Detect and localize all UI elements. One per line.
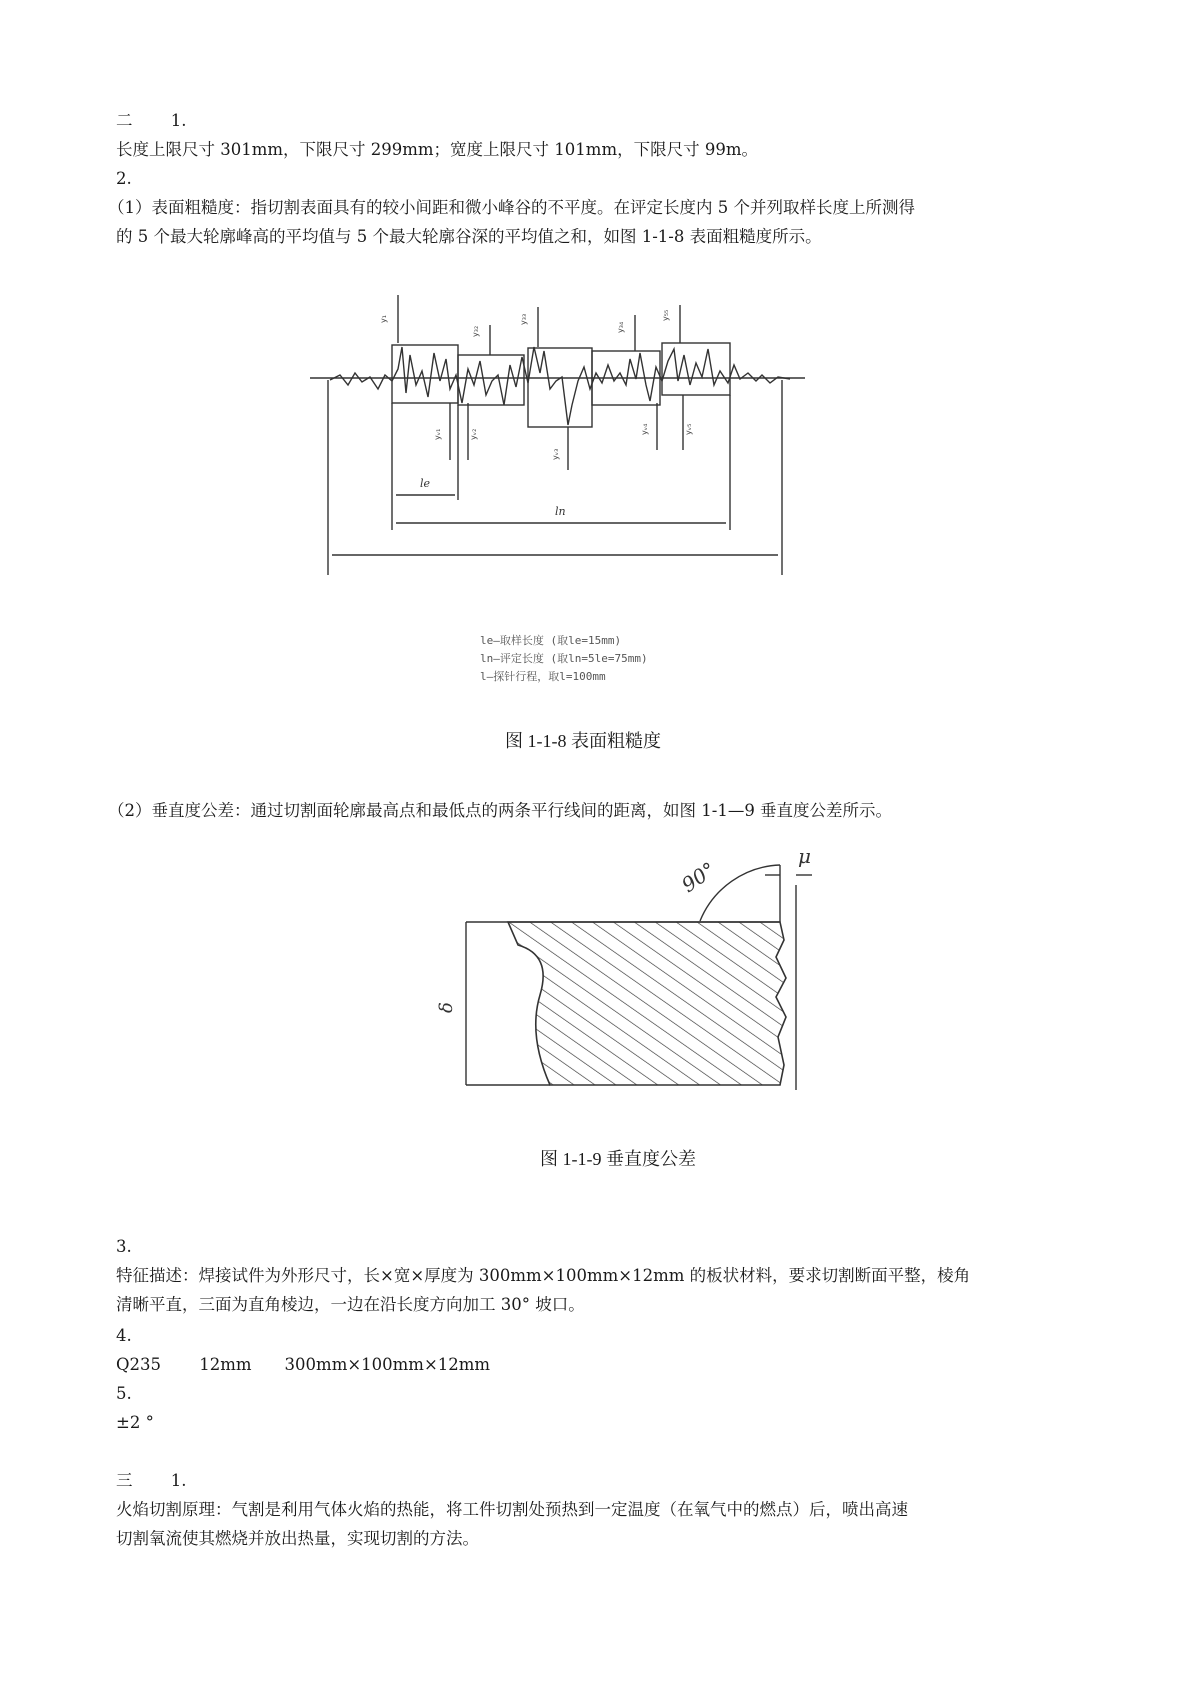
item-4-number: 4. — [116, 1326, 132, 1345]
roughness-profile — [330, 347, 790, 425]
roughness-legend — [480, 632, 648, 686]
angle-tolerance: ±2 ° — [116, 1413, 154, 1432]
ln-label: ln — [555, 505, 566, 518]
y-peak-4: y₃₄ — [616, 321, 625, 333]
y-peak-1: y₁ — [379, 315, 388, 323]
feature-description-line-2: 清晰平直，三面为直角棱边，一边在沿长度方向加工 30° 坡口。 — [116, 1295, 585, 1314]
right-angle-label: 90° — [677, 857, 720, 898]
mu-label: μ — [798, 844, 811, 868]
y-peak-3: y₃₃ — [519, 313, 528, 325]
y-valley-3: yᵥ₃ — [551, 448, 560, 460]
legend-item-3: l—探针行程，取l=100mm — [480, 670, 606, 683]
y-valley-5: yᵥ₅ — [684, 423, 693, 435]
y-valley-1: yᵥ₁ — [433, 428, 442, 440]
roughness-definition-line-2: 的 5 个最大轮廓峰高的平均值与 5 个最大轮廓谷深的平均值之和，如图 1-1-8 表面粗糙度所示。 — [116, 227, 822, 246]
delta-label: δ — [436, 1002, 457, 1013]
y-peak-2: y₃₂ — [471, 325, 480, 337]
surface-roughness-figure — [300, 285, 820, 595]
item-3-number: 3. — [116, 1237, 132, 1256]
y-peak-5: y₅₅ — [661, 309, 670, 321]
perpendicularity-definition: （2）垂直度公差：通过切割面轮廓最高点和最低点的两条平行线间的距离，如图 1-1—9 垂直度公差所示。 — [108, 801, 893, 820]
flame-cutting-principle-line-2: 切割氧流使其燃烧并放出热量，实现切割的方法。 — [116, 1529, 479, 1548]
section-2-heading: 二 1. — [116, 111, 187, 130]
perpendicularity-figure — [436, 844, 840, 1125]
le-label: le — [420, 477, 431, 490]
figure-1-1-9-caption: 图 1-1-9 垂直度公差 — [540, 1149, 696, 1169]
feature-description-line-1: 特征描述：焊接试件为外形尺寸，长×宽×厚度为 300mm×100mm×12mm 的板状材料，要求切割断面平整，棱角 — [116, 1266, 971, 1285]
y-valley-4: yᵥ₄ — [640, 423, 649, 435]
y-valley-2: yᵥ₂ — [469, 428, 478, 440]
roughness-definition-line-1: （1）表面粗糙度：指切割表面具有的较小间距和微小峰谷的不平度。在评定长度内 5 个并列取样长度上所测得 — [108, 198, 915, 217]
dimension-limits-text: 长度上限尺寸 301mm，下限尺寸 299mm；宽度上限尺寸 101mm，下限尺寸 99m。 — [116, 140, 758, 159]
item-2-number: 2. — [116, 169, 132, 188]
material-spec: Q235 12mm 300mm×100mm×12mm — [116, 1355, 491, 1374]
item-5-number: 5. — [116, 1384, 132, 1403]
flame-cutting-principle-line-1: 火焰切割原理：气割是利用气体火焰的热能，将工件切割处预热到一定温度（在氧气中的燃点）后，喷出高速 — [116, 1500, 908, 1519]
legend-item-2: ln—评定长度 (取ln=5le=75mm) — [480, 652, 648, 665]
legend-item-1: le—取样长度 (取le=15mm) — [480, 634, 622, 647]
workpiece-section — [508, 922, 786, 1085]
section-3-heading: 三 1. — [116, 1471, 187, 1490]
figure-1-1-8-caption: 图 1-1-8 表面粗糙度 — [505, 731, 661, 751]
